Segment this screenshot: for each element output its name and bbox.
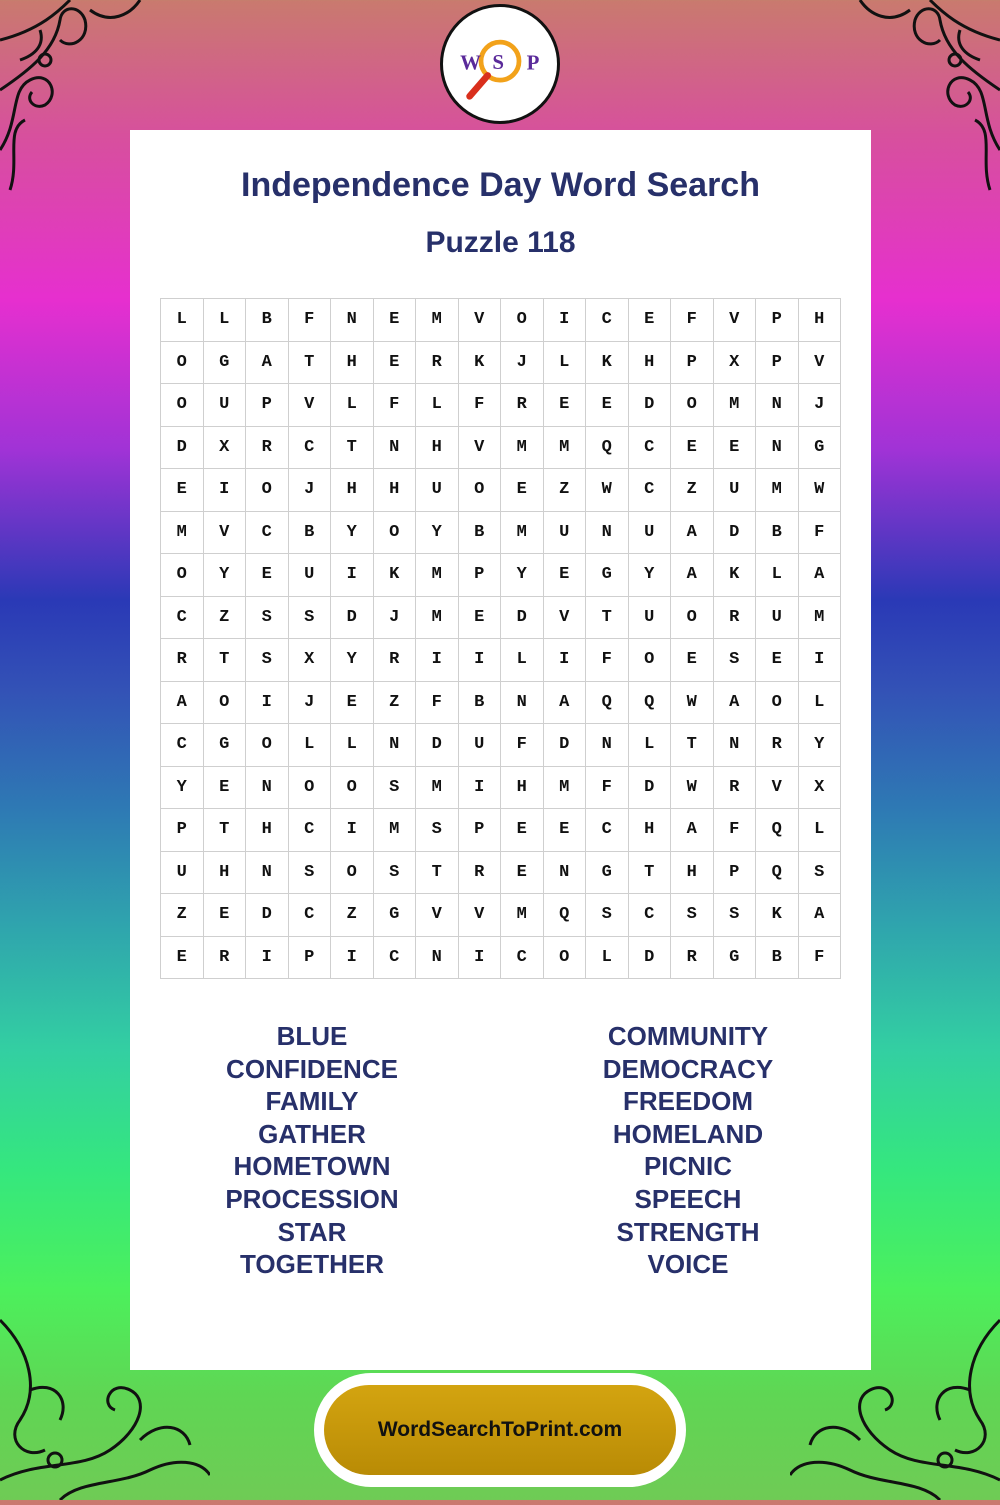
- grid-cell[interactable]: S: [671, 894, 714, 937]
- grid-cell[interactable]: O: [374, 512, 417, 555]
- grid-cell[interactable]: N: [586, 724, 629, 767]
- grid-cell[interactable]: L: [331, 384, 374, 427]
- grid-cell[interactable]: B: [289, 512, 332, 555]
- grid-cell[interactable]: E: [501, 809, 544, 852]
- page-title: Independence Day Word Search: [241, 166, 760, 204]
- grid-cell[interactable]: R: [459, 852, 502, 895]
- grid-cell[interactable]: U: [161, 852, 204, 895]
- grid-cell[interactable]: M: [416, 554, 459, 597]
- grid-cell[interactable]: M: [501, 512, 544, 555]
- grid-cell[interactable]: E: [501, 852, 544, 895]
- grid-cell[interactable]: L: [629, 724, 672, 767]
- site-link-label[interactable]: WordSearchToPrint.com: [324, 1385, 676, 1475]
- grid-cell[interactable]: F: [416, 682, 459, 725]
- grid-cell[interactable]: E: [374, 299, 417, 342]
- grid-cell[interactable]: J: [289, 469, 332, 512]
- logo-letter-p: P: [526, 50, 540, 75]
- grid-cell[interactable]: Q: [586, 682, 629, 725]
- grid-cell[interactable]: S: [246, 597, 289, 640]
- grid-cell[interactable]: G: [799, 427, 842, 470]
- grid-cell[interactable]: T: [289, 342, 332, 385]
- grid-cell[interactable]: S: [289, 852, 332, 895]
- grid-cell[interactable]: H: [501, 767, 544, 810]
- grid-cell[interactable]: E: [544, 809, 587, 852]
- grid-cell[interactable]: J: [501, 342, 544, 385]
- grid-cell[interactable]: E: [501, 469, 544, 512]
- grid-cell[interactable]: O: [671, 597, 714, 640]
- grid-cell[interactable]: C: [629, 894, 672, 937]
- grid-cell[interactable]: B: [756, 937, 799, 980]
- grid-cell[interactable]: D: [501, 597, 544, 640]
- grid-cell[interactable]: O: [246, 724, 289, 767]
- grid-cell[interactable]: U: [756, 597, 799, 640]
- grid-cell[interactable]: K: [459, 342, 502, 385]
- grid-cell[interactable]: F: [289, 299, 332, 342]
- grid-cell[interactable]: P: [246, 384, 289, 427]
- grid-cell[interactable]: F: [714, 809, 757, 852]
- grid-cell[interactable]: M: [544, 767, 587, 810]
- grid-cell[interactable]: C: [289, 894, 332, 937]
- grid-cell[interactable]: M: [799, 597, 842, 640]
- grid-cell[interactable]: M: [501, 427, 544, 470]
- grid-cell[interactable]: V: [459, 894, 502, 937]
- grid-cell[interactable]: E: [204, 894, 247, 937]
- grid-cell[interactable]: I: [331, 554, 374, 597]
- grid-cell[interactable]: I: [544, 639, 587, 682]
- grid-cell[interactable]: R: [374, 639, 417, 682]
- grid-cell[interactable]: D: [161, 427, 204, 470]
- grid-cell[interactable]: H: [416, 427, 459, 470]
- grid-cell[interactable]: C: [501, 937, 544, 980]
- grid-cell[interactable]: C: [161, 597, 204, 640]
- grid-cell[interactable]: A: [161, 682, 204, 725]
- grid-cell[interactable]: M: [544, 427, 587, 470]
- grid-cell[interactable]: U: [629, 512, 672, 555]
- grid-cell[interactable]: P: [714, 852, 757, 895]
- grid-cell[interactable]: Q: [756, 852, 799, 895]
- corner-ornament-top-right: [850, 0, 1000, 200]
- grid-cell[interactable]: F: [586, 639, 629, 682]
- grid-cell[interactable]: G: [586, 554, 629, 597]
- grid-cell[interactable]: F: [799, 512, 842, 555]
- word-list-item: HOMETOWN: [233, 1151, 391, 1182]
- grid-cell[interactable]: H: [629, 342, 672, 385]
- word-list-left: [162, 1020, 462, 1281]
- grid-cell[interactable]: G: [204, 342, 247, 385]
- grid-cell[interactable]: S: [714, 894, 757, 937]
- grid-cell[interactable]: N: [374, 724, 417, 767]
- grid-cell[interactable]: T: [416, 852, 459, 895]
- grid-cell[interactable]: V: [544, 597, 587, 640]
- grid-cell[interactable]: C: [629, 427, 672, 470]
- grid-cell[interactable]: Y: [204, 554, 247, 597]
- grid-cell[interactable]: Q: [756, 809, 799, 852]
- grid-cell[interactable]: M: [161, 512, 204, 555]
- grid-cell[interactable]: P: [459, 554, 502, 597]
- grid-cell[interactable]: A: [246, 342, 289, 385]
- grid-cell[interactable]: E: [714, 427, 757, 470]
- grid-cell[interactable]: F: [799, 937, 842, 980]
- grid-cell[interactable]: V: [756, 767, 799, 810]
- grid-cell[interactable]: P: [161, 809, 204, 852]
- grid-cell[interactable]: F: [374, 384, 417, 427]
- grid-cell[interactable]: N: [501, 682, 544, 725]
- grid-cell[interactable]: R: [671, 937, 714, 980]
- grid-cell[interactable]: C: [289, 427, 332, 470]
- grid-cell[interactable]: H: [246, 809, 289, 852]
- word-list-item: GATHER: [258, 1118, 366, 1149]
- grid-cell[interactable]: C: [586, 299, 629, 342]
- grid-cell[interactable]: D: [629, 937, 672, 980]
- grid-cell[interactable]: R: [204, 937, 247, 980]
- grid-cell[interactable]: H: [331, 342, 374, 385]
- grid-cell[interactable]: H: [204, 852, 247, 895]
- grid-cell[interactable]: U: [714, 469, 757, 512]
- word-list-item: SPEECH: [634, 1183, 742, 1214]
- grid-cell[interactable]: P: [756, 299, 799, 342]
- grid-cell[interactable]: P: [459, 809, 502, 852]
- grid-cell[interactable]: S: [586, 894, 629, 937]
- grid-cell[interactable]: W: [671, 767, 714, 810]
- grid-cell[interactable]: L: [799, 682, 842, 725]
- grid-cell[interactable]: I: [799, 639, 842, 682]
- word-list-item: VOICE: [647, 1249, 729, 1280]
- corner-ornament-top-left: [0, 0, 150, 200]
- site-link-button[interactable]: [314, 1373, 686, 1487]
- grid-cell[interactable]: O: [246, 469, 289, 512]
- grid-cell[interactable]: I: [459, 767, 502, 810]
- grid-cell[interactable]: L: [204, 299, 247, 342]
- grid-cell[interactable]: W: [671, 682, 714, 725]
- grid-cell[interactable]: V: [459, 427, 502, 470]
- grid-cell[interactable]: L: [289, 724, 332, 767]
- grid-cell[interactable]: Q: [629, 682, 672, 725]
- grid-cell[interactable]: V: [799, 342, 842, 385]
- grid-cell[interactable]: U: [629, 597, 672, 640]
- grid-cell[interactable]: O: [331, 767, 374, 810]
- grid-cell[interactable]: E: [671, 639, 714, 682]
- wsp-logo[interactable]: [440, 4, 560, 124]
- word-list-item: FAMILY: [265, 1086, 359, 1117]
- grid-cell[interactable]: Y: [161, 767, 204, 810]
- grid-cell[interactable]: Z: [544, 469, 587, 512]
- grid-cell[interactable]: A: [714, 682, 757, 725]
- grid-cell[interactable]: Z: [204, 597, 247, 640]
- grid-cell[interactable]: X: [289, 639, 332, 682]
- grid-cell[interactable]: M: [374, 809, 417, 852]
- grid-cell[interactable]: P: [756, 342, 799, 385]
- letter-grid: [160, 298, 841, 979]
- grid-cell[interactable]: Y: [799, 724, 842, 767]
- grid-cell[interactable]: A: [799, 894, 842, 937]
- puzzle-number: Puzzle 118: [425, 226, 576, 259]
- grid-cell[interactable]: O: [161, 554, 204, 597]
- grid-cell[interactable]: K: [756, 894, 799, 937]
- grid-cell[interactable]: D: [416, 724, 459, 767]
- grid-cell[interactable]: E: [586, 384, 629, 427]
- grid-cell[interactable]: X: [204, 427, 247, 470]
- word-list-item: BLUE: [276, 1021, 348, 1051]
- grid-cell[interactable]: M: [756, 469, 799, 512]
- grid-cell[interactable]: A: [671, 809, 714, 852]
- grid-cell[interactable]: W: [799, 469, 842, 512]
- grid-cell[interactable]: F: [586, 767, 629, 810]
- grid-cell[interactable]: X: [799, 767, 842, 810]
- grid-cell[interactable]: R: [501, 384, 544, 427]
- grid-cell[interactable]: Y: [629, 554, 672, 597]
- grid-cell[interactable]: G: [374, 894, 417, 937]
- grid-cell[interactable]: M: [416, 299, 459, 342]
- grid-cell[interactable]: B: [756, 512, 799, 555]
- grid-cell[interactable]: R: [714, 767, 757, 810]
- logo-letter-s: S: [492, 49, 505, 74]
- grid-cell[interactable]: E: [756, 639, 799, 682]
- grid-cell[interactable]: V: [416, 894, 459, 937]
- grid-cell[interactable]: D: [544, 724, 587, 767]
- grid-cell[interactable]: D: [331, 597, 374, 640]
- grid-cell[interactable]: J: [374, 597, 417, 640]
- grid-cell[interactable]: I: [544, 299, 587, 342]
- grid-cell[interactable]: Z: [331, 894, 374, 937]
- grid-cell[interactable]: A: [671, 512, 714, 555]
- grid-cell[interactable]: C: [246, 512, 289, 555]
- grid-cell[interactable]: J: [289, 682, 332, 725]
- grid-cell[interactable]: I: [331, 937, 374, 980]
- grid-cell[interactable]: V: [459, 299, 502, 342]
- grid-cell[interactable]: V: [204, 512, 247, 555]
- grid-cell[interactable]: R: [161, 639, 204, 682]
- grid-cell[interactable]: C: [289, 809, 332, 852]
- grid-cell[interactable]: L: [799, 809, 842, 852]
- grid-cell[interactable]: Z: [374, 682, 417, 725]
- grid-cell[interactable]: U: [416, 469, 459, 512]
- grid-cell[interactable]: U: [544, 512, 587, 555]
- word-list-item: FREEDOM: [623, 1086, 753, 1117]
- grid-cell[interactable]: B: [246, 299, 289, 342]
- grid-cell[interactable]: T: [204, 809, 247, 852]
- grid-cell[interactable]: N: [416, 937, 459, 980]
- grid-cell[interactable]: E: [204, 767, 247, 810]
- grid-cell[interactable]: C: [629, 469, 672, 512]
- grid-cell[interactable]: E: [246, 554, 289, 597]
- grid-cell[interactable]: G: [204, 724, 247, 767]
- grid-cell[interactable]: E: [331, 682, 374, 725]
- grid-cell[interactable]: I: [459, 639, 502, 682]
- grid-cell[interactable]: H: [671, 852, 714, 895]
- grid-cell[interactable]: I: [416, 639, 459, 682]
- grid-cell[interactable]: I: [204, 469, 247, 512]
- grid-cell[interactable]: E: [629, 299, 672, 342]
- grid-cell[interactable]: O: [161, 384, 204, 427]
- word-list-item: STAR: [277, 1216, 347, 1247]
- grid-cell[interactable]: L: [331, 724, 374, 767]
- grid-cell[interactable]: N: [544, 852, 587, 895]
- grid-cell[interactable]: U: [289, 554, 332, 597]
- grid-cell[interactable]: Q: [544, 894, 587, 937]
- grid-cell[interactable]: O: [161, 342, 204, 385]
- grid-cell[interactable]: R: [416, 342, 459, 385]
- grid-cell[interactable]: D: [629, 767, 672, 810]
- grid-cell[interactable]: T: [629, 852, 672, 895]
- grid-cell[interactable]: K: [714, 554, 757, 597]
- grid-cell[interactable]: W: [586, 469, 629, 512]
- grid-cell[interactable]: R: [756, 724, 799, 767]
- grid-cell[interactable]: E: [459, 597, 502, 640]
- grid-cell[interactable]: C: [161, 724, 204, 767]
- grid-cell[interactable]: T: [331, 427, 374, 470]
- grid-cell[interactable]: O: [501, 299, 544, 342]
- grid-cell[interactable]: D: [246, 894, 289, 937]
- grid-cell[interactable]: N: [246, 852, 289, 895]
- grid-cell[interactable]: U: [459, 724, 502, 767]
- grid-cell[interactable]: Z: [671, 469, 714, 512]
- grid-cell[interactable]: A: [671, 554, 714, 597]
- grid-cell[interactable]: H: [799, 299, 842, 342]
- grid-cell[interactable]: O: [204, 682, 247, 725]
- grid-cell[interactable]: H: [331, 469, 374, 512]
- grid-cell[interactable]: V: [289, 384, 332, 427]
- grid-cell[interactable]: N: [331, 299, 374, 342]
- word-list-item: CONFIDENCE: [226, 1053, 398, 1084]
- grid-cell[interactable]: Z: [161, 894, 204, 937]
- grid-cell[interactable]: F: [501, 724, 544, 767]
- grid-cell[interactable]: Y: [501, 554, 544, 597]
- grid-cell[interactable]: D: [629, 384, 672, 427]
- word-list-item: TOGETHER: [240, 1249, 384, 1280]
- grid-cell[interactable]: R: [714, 597, 757, 640]
- grid-cell[interactable]: L: [544, 342, 587, 385]
- grid-cell[interactable]: A: [544, 682, 587, 725]
- word-list-item: PROCESSION: [225, 1183, 399, 1214]
- grid-cell[interactable]: L: [416, 384, 459, 427]
- grid-cell[interactable]: G: [586, 852, 629, 895]
- grid-cell[interactable]: M: [416, 597, 459, 640]
- grid-cell[interactable]: T: [671, 724, 714, 767]
- grid-cell[interactable]: B: [459, 512, 502, 555]
- grid-cell[interactable]: O: [629, 639, 672, 682]
- grid-cell[interactable]: K: [374, 554, 417, 597]
- word-list-item: DEMOCRACY: [602, 1053, 774, 1084]
- grid-cell[interactable]: S: [416, 809, 459, 852]
- grid-cell[interactable]: T: [204, 639, 247, 682]
- grid-cell[interactable]: F: [459, 384, 502, 427]
- grid-cell[interactable]: S: [374, 767, 417, 810]
- grid-cell[interactable]: L: [756, 554, 799, 597]
- grid-cell[interactable]: O: [671, 384, 714, 427]
- grid-cell[interactable]: P: [289, 937, 332, 980]
- word-list-right: [538, 1020, 838, 1281]
- grid-cell[interactable]: H: [629, 809, 672, 852]
- grid-cell[interactable]: D: [714, 512, 757, 555]
- grid-cell[interactable]: I: [459, 937, 502, 980]
- grid-cell[interactable]: N: [586, 512, 629, 555]
- grid-cell[interactable]: O: [459, 469, 502, 512]
- grid-cell[interactable]: H: [374, 469, 417, 512]
- grid-cell[interactable]: N: [714, 724, 757, 767]
- grid-cell[interactable]: C: [374, 937, 417, 980]
- grid-cell[interactable]: Y: [331, 512, 374, 555]
- grid-cell[interactable]: E: [544, 554, 587, 597]
- grid-cell[interactable]: R: [246, 427, 289, 470]
- grid-cell[interactable]: G: [714, 937, 757, 980]
- grid-cell[interactable]: I: [246, 937, 289, 980]
- grid-cell[interactable]: E: [671, 427, 714, 470]
- grid-cell[interactable]: S: [714, 639, 757, 682]
- word-list-item: PICNIC: [643, 1151, 733, 1182]
- word-list-item: STRENGTH: [616, 1216, 760, 1247]
- grid-cell[interactable]: L: [501, 639, 544, 682]
- grid-cell[interactable]: K: [586, 342, 629, 385]
- grid-cell[interactable]: Y: [416, 512, 459, 555]
- grid-cell[interactable]: Q: [586, 427, 629, 470]
- grid-cell[interactable]: S: [246, 639, 289, 682]
- grid-cell[interactable]: L: [161, 299, 204, 342]
- grid-cell[interactable]: M: [501, 894, 544, 937]
- grid-cell[interactable]: E: [374, 342, 417, 385]
- grid-cell[interactable]: S: [799, 852, 842, 895]
- grid-cell[interactable]: O: [331, 852, 374, 895]
- grid-cell[interactable]: U: [204, 384, 247, 427]
- grid-cell[interactable]: O: [544, 937, 587, 980]
- grid-cell[interactable]: S: [374, 852, 417, 895]
- grid-cell[interactable]: F: [671, 299, 714, 342]
- grid-cell[interactable]: A: [799, 554, 842, 597]
- word-list-item: HOMELAND: [612, 1118, 764, 1149]
- grid-cell[interactable]: V: [714, 299, 757, 342]
- grid-cell[interactable]: N: [756, 384, 799, 427]
- word-list-item: COMMUNITY: [607, 1021, 769, 1051]
- grid-cell[interactable]: C: [586, 809, 629, 852]
- grid-cell[interactable]: E: [544, 384, 587, 427]
- puzzle-panel: [130, 130, 871, 1370]
- grid-cell[interactable]: M: [714, 384, 757, 427]
- logo-letter-w: W: [460, 50, 481, 75]
- grid-cell[interactable]: O: [756, 682, 799, 725]
- grid-cell[interactable]: E: [161, 469, 204, 512]
- grid-cell[interactable]: N: [374, 427, 417, 470]
- grid-cell[interactable]: Y: [331, 639, 374, 682]
- grid-cell[interactable]: I: [246, 682, 289, 725]
- grid-cell[interactable]: B: [459, 682, 502, 725]
- grid-cell[interactable]: X: [714, 342, 757, 385]
- grid-cell[interactable]: O: [289, 767, 332, 810]
- grid-cell[interactable]: M: [416, 767, 459, 810]
- grid-cell[interactable]: E: [161, 937, 204, 980]
- grid-cell[interactable]: N: [756, 427, 799, 470]
- grid-cell[interactable]: S: [289, 597, 332, 640]
- grid-cell[interactable]: P: [671, 342, 714, 385]
- grid-cell[interactable]: L: [586, 937, 629, 980]
- grid-cell[interactable]: T: [586, 597, 629, 640]
- grid-cell[interactable]: I: [331, 809, 374, 852]
- grid-cell[interactable]: N: [246, 767, 289, 810]
- grid-cell[interactable]: J: [799, 384, 842, 427]
